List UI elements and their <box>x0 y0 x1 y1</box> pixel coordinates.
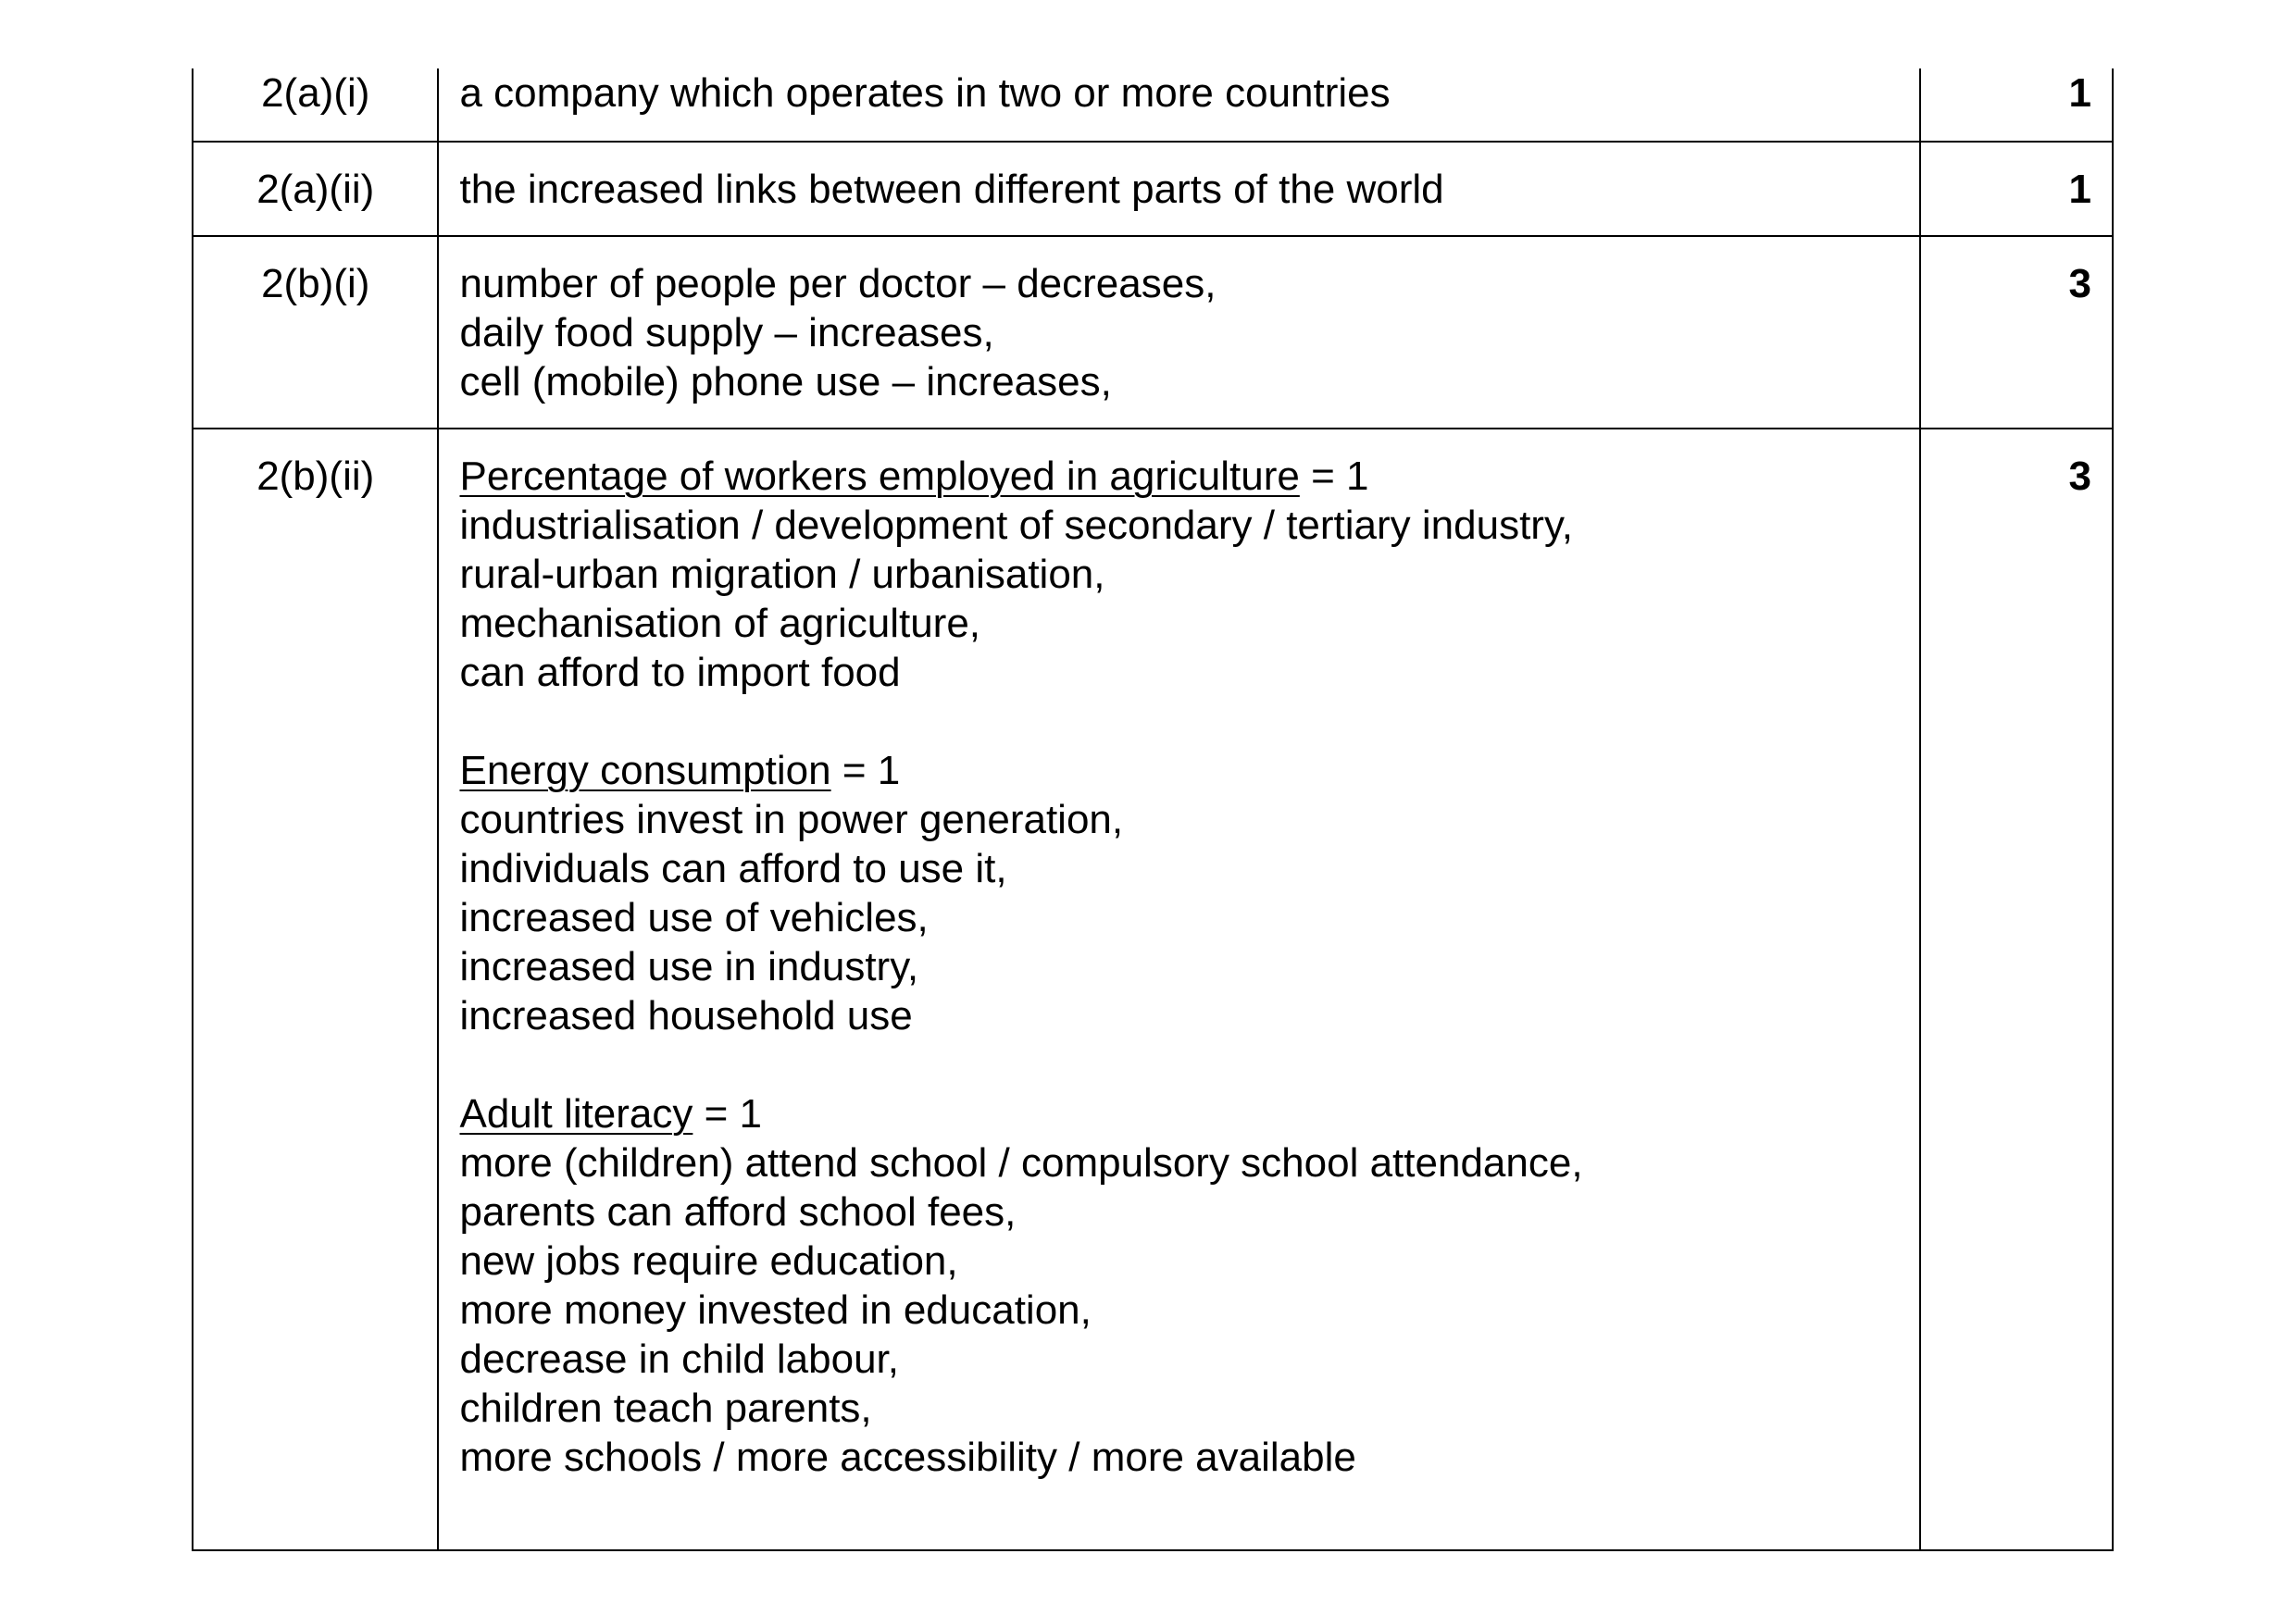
question-number: 2(b)(i) <box>193 237 439 428</box>
answer-line: countries invest in power generation, <box>459 797 1124 842</box>
section-heading-suffix: = 1 <box>1299 454 1369 499</box>
question-number: 2(a)(ii) <box>193 143 439 235</box>
table-row <box>193 428 2112 1549</box>
answer-line: parents can afford school fees, <box>459 1189 1017 1235</box>
answer-cell <box>439 237 1921 428</box>
section-heading-line <box>459 452 1919 501</box>
section-heading-suffix: = 1 <box>830 748 901 793</box>
answer-line: new jobs require education, <box>459 1238 958 1284</box>
answer-cell <box>439 429 1921 1549</box>
answer-line: increased use of vehicles, <box>459 895 929 940</box>
section-heading-line <box>459 1089 1919 1138</box>
answer-line: more (children) attend school / compulsory school attendance, <box>459 1140 1583 1186</box>
answer-line: increased use in industry, <box>459 944 919 989</box>
marks-cell: 1 <box>2068 167 2092 212</box>
marks-cell: 3 <box>2068 261 2092 306</box>
answer-line: daily food supply – increases, <box>459 310 994 355</box>
section-heading: Energy consumption <box>459 748 831 793</box>
answer-cell <box>439 68 1921 141</box>
answer-line: increased household use <box>459 993 913 1038</box>
answer-line: number of people per doctor – decreases, <box>459 261 1217 306</box>
mark-scheme-table <box>192 68 2114 1551</box>
answer-line: mechanisation of agriculture, <box>459 601 981 646</box>
section-gap <box>459 1040 1919 1089</box>
answer-line: decrease in child labour, <box>459 1336 900 1382</box>
marks-cell: 1 <box>2068 70 2092 116</box>
answer-line: a company which operates in two or more countries <box>459 70 1391 116</box>
answer-line: the increased links between different parts of the world <box>459 167 1444 212</box>
table-row <box>193 235 2112 428</box>
question-number: 2(a)(i) <box>193 68 439 141</box>
answer-line: more money invested in education, <box>459 1287 1092 1333</box>
section-heading: Percentage of workers employed in agriculture <box>459 454 1300 499</box>
answer-line: can afford to import food <box>459 650 901 695</box>
section-heading-line <box>459 746 1919 795</box>
marks-cell: 3 <box>2068 454 2092 499</box>
answer-line: industrialisation / development of secondary / tertiary industry, <box>459 503 1573 548</box>
section-gap <box>459 697 1919 746</box>
section-heading: Adult literacy <box>459 1091 693 1137</box>
table-row <box>193 68 2112 141</box>
answer-line: children teach parents, <box>459 1386 872 1431</box>
answer-line: individuals can afford to use it, <box>459 846 1007 891</box>
answer-line: rural-urban migration / urbanisation, <box>459 552 1105 597</box>
answer-cell <box>439 143 1921 235</box>
question-number: 2(b)(ii) <box>193 429 439 1549</box>
table-row <box>193 141 2112 235</box>
answer-line: cell (mobile) phone use – increases, <box>459 359 1112 404</box>
section-heading-suffix: = 1 <box>693 1091 762 1137</box>
answer-line: more schools / more accessibility / more available <box>459 1435 1356 1480</box>
